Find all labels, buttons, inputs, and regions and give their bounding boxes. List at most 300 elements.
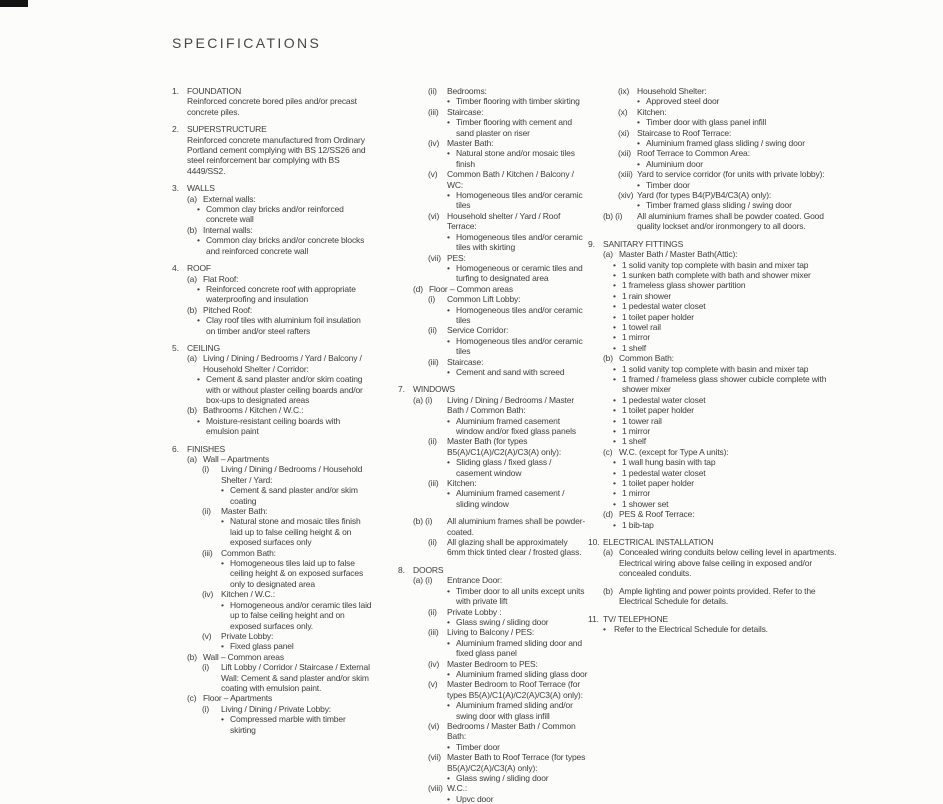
line-text: Aluminium framed sliding glass door	[456, 668, 588, 679]
line-text: PES & Roof Terrace:	[619, 509, 695, 520]
line-text: 1 framed / frameless glass shower cubicle complete with shower mixer	[622, 373, 827, 395]
spec-line	[588, 332, 840, 342]
bullet-icon: •	[613, 301, 616, 312]
spec-line	[398, 325, 588, 335]
line-text: 1 toilet paper holder	[622, 405, 694, 416]
spec-line	[398, 263, 588, 284]
line-text: Household shelter / Yard / Roof Terrace:	[447, 210, 561, 232]
line-label: (iii)	[428, 106, 439, 117]
spec-line	[172, 135, 372, 177]
line-text: Homogeneous tiles and/or ceramic tiles	[456, 190, 583, 211]
bullet-icon: •	[447, 366, 450, 377]
line-label: (c)	[603, 446, 613, 457]
line-text: Upvc door	[456, 793, 494, 804]
bullet-icon: •	[197, 204, 200, 215]
bullet-icon: •	[197, 415, 200, 426]
bullet-icon: •	[221, 599, 224, 610]
spec-line	[398, 488, 588, 509]
line-text: All aluminium frames shall be powder coated. Good quality lockset and/or ironmongery to all doors.	[637, 210, 824, 232]
spec-line	[172, 693, 372, 703]
line-text: Master Bath:	[447, 138, 494, 149]
line-label: (iii)	[428, 627, 439, 638]
line-text: Master Bath:	[221, 506, 268, 517]
spec-line	[172, 235, 372, 256]
line-text: Private Lobby :	[447, 606, 502, 617]
line-text: Master Bedroom to Roof Terrace (for types B5(A)/C1(A)/C2(A)/C3(A) only):	[447, 679, 583, 700]
spec-line	[398, 783, 588, 793]
section-gap	[588, 232, 840, 239]
bullet-icon: •	[613, 415, 616, 426]
line-text: Homogeneous tiles and/or ceramic tiles	[456, 304, 583, 325]
line-label: (ii)	[428, 325, 437, 336]
spec-line	[172, 652, 372, 662]
bullet-icon: •	[637, 96, 640, 107]
section-heading	[588, 614, 840, 624]
line-label: (d)	[413, 283, 423, 294]
spec-line	[172, 374, 372, 405]
line-label: (xiii)	[618, 169, 633, 180]
spec-line	[172, 305, 372, 315]
spec-line	[588, 86, 840, 96]
spec-line	[398, 357, 588, 367]
line-text: Common Bath / Kitchen / Balcony / WC:	[447, 169, 574, 190]
line-text: Aluminium framed casement / sliding window	[456, 488, 565, 509]
line-text: 1 tower rail	[622, 415, 662, 426]
line-text: Living to Balcony / PES:	[447, 627, 535, 638]
line-label: (a)	[187, 454, 197, 464]
bullet-icon: •	[447, 585, 450, 596]
spec-column-left	[172, 86, 372, 735]
line-label: (ii)	[428, 537, 437, 548]
spec-line	[398, 794, 588, 804]
spec-column-middle	[398, 86, 588, 804]
section-heading	[398, 565, 588, 575]
line-text: Refer to the Electrical Schedule for details.	[614, 623, 768, 634]
spec-line	[398, 86, 588, 96]
line-text: Cement & sand plaster and/or skim coating with or without plaster ceiling boards and/or box-ups to designated areas	[206, 374, 363, 405]
bullet-icon: •	[613, 405, 616, 416]
bullet-icon: •	[447, 148, 450, 159]
bullet-icon: •	[637, 158, 640, 169]
bullet-icon: •	[447, 335, 450, 346]
section-gap	[172, 336, 372, 343]
spec-line	[588, 249, 840, 259]
spec-line	[172, 464, 372, 485]
bullet-icon: •	[613, 498, 616, 509]
spec-line	[172, 405, 372, 415]
line-text: Master Bath / Master Bath(Attic):	[619, 249, 738, 260]
line-label: (xii)	[618, 148, 631, 159]
line-text: Yard to service corridor (for units with private lobby):	[637, 169, 825, 180]
bullet-icon: •	[613, 436, 616, 447]
bullet-icon: •	[447, 668, 450, 679]
line-label: (v)	[428, 169, 438, 180]
bullet-icon: •	[197, 235, 200, 246]
line-text: Aluminium framed casement window and/or fixed glass panels	[456, 415, 576, 436]
line-label: (i)	[428, 294, 436, 305]
line-label: (v)	[428, 679, 438, 690]
spec-line	[398, 773, 588, 783]
line-label: (a)	[603, 249, 613, 260]
line-text: Reinforced concrete manufactured from Ordinary Portland cement complying with BS 12/SS26 and steel reinforcement bar complying with BS 4449/SS2.	[187, 134, 366, 176]
spec-line	[172, 704, 372, 714]
spec-line	[172, 274, 372, 284]
spec-line	[588, 624, 840, 634]
spec-line	[172, 600, 372, 631]
line-text: 1 solid vanity top complete with basin and mixer tap	[622, 259, 809, 270]
line-text: Natural stone and/or mosaic tiles finish	[456, 148, 575, 169]
section-gap	[588, 579, 840, 586]
spec-line	[398, 96, 588, 106]
line-text: Pitched Roof:	[203, 304, 253, 315]
line-text: Master Bedroom to PES:	[447, 658, 538, 669]
line-text: Floor – Common areas	[429, 283, 513, 294]
line-text: Reinforced concrete bored piles and/or precast concrete piles.	[187, 96, 357, 117]
bullet-icon: •	[197, 374, 200, 385]
line-label: (b)	[187, 304, 197, 315]
line-text: Internal walls:	[203, 224, 253, 235]
spec-line	[398, 700, 588, 721]
line-text: 1 pedestal water closet	[622, 394, 706, 405]
bullet-icon: •	[613, 269, 616, 280]
line-text: Homogeneous and/or ceramic tiles laid up to false ceiling height and on exposed surfaces only.	[230, 599, 372, 631]
section-gap	[588, 607, 840, 614]
line-text: 1 frameless glass shower partition	[622, 280, 746, 291]
spec-line	[398, 679, 588, 700]
section-heading	[172, 343, 372, 353]
line-label: 3.	[172, 183, 179, 194]
spec-line	[398, 190, 588, 211]
line-text: 1 shower set	[622, 498, 669, 509]
line-label: (iii)	[428, 478, 439, 489]
bullet-icon: •	[637, 117, 640, 128]
line-text: W.C.:	[447, 783, 468, 794]
line-label: (i)	[202, 703, 210, 714]
spec-line	[588, 405, 840, 415]
bullet-icon: •	[613, 457, 616, 468]
line-text: Cement and sand with screed	[456, 366, 565, 377]
line-label: 4.	[172, 263, 179, 274]
line-text: Yard (for types B4(P)/B4/C3(A) only):	[637, 190, 772, 201]
bullet-icon: •	[221, 558, 224, 569]
line-label: (vii)	[428, 252, 441, 263]
bullet-icon: •	[637, 200, 640, 211]
spec-line	[172, 454, 372, 464]
line-label: 9.	[588, 238, 595, 249]
line-label: (v)	[202, 630, 212, 641]
line-text: 1 mirror	[622, 332, 651, 343]
line-label: 2.	[172, 124, 179, 135]
spec-line	[588, 148, 840, 158]
line-text: Aluminium door	[646, 158, 703, 169]
line-text: Timber door with glass panel infill	[646, 117, 767, 128]
line-label: (ii)	[428, 606, 437, 617]
spec-line	[588, 509, 840, 519]
spec-line	[588, 169, 840, 179]
line-text: 1 shelf	[622, 342, 646, 353]
bullet-icon: •	[613, 321, 616, 332]
line-text: 1 sunken bath complete with bath and shower mixer	[622, 269, 811, 280]
bullet-icon: •	[447, 231, 450, 242]
line-label: (a)	[187, 193, 197, 204]
section-gap	[172, 437, 372, 444]
line-label: (vi)	[428, 210, 440, 221]
line-text: Common Bath:	[221, 547, 276, 558]
section-heading	[588, 537, 840, 547]
line-text: Concealed wiring conduits below ceiling level in apartments. Electrical wiring above false ceiling in exposed and/or concealed conduits.	[619, 547, 837, 579]
spec-line	[398, 138, 588, 148]
line-text: Aluminium framed sliding and/or swing door with glass infill	[456, 700, 573, 721]
bullet-icon: •	[447, 637, 450, 648]
spec-line	[172, 662, 372, 693]
line-text: Living / Dining / Private Lobby:	[221, 703, 332, 714]
line-text: Fixed glass panel	[230, 641, 294, 652]
bullet-icon: •	[613, 467, 616, 478]
spec-line	[398, 537, 588, 558]
line-text: 1 shelf	[622, 436, 646, 447]
bullet-icon: •	[447, 117, 450, 128]
spec-line	[398, 284, 588, 294]
line-text: CEILING	[187, 342, 220, 353]
line-text: Bedrooms:	[447, 86, 487, 96]
bullet-icon: •	[637, 138, 640, 149]
spec-line	[588, 499, 840, 509]
spec-line	[172, 516, 372, 547]
spec-line	[588, 190, 840, 200]
line-text: Kitchen / W.C.:	[221, 589, 275, 600]
line-text: Timber flooring with cement and sand plaster on riser	[456, 117, 572, 138]
line-label: (ii)	[428, 86, 437, 96]
line-label: (xi)	[618, 127, 630, 138]
spec-line	[398, 752, 588, 773]
line-text: Moisture-resistant ceiling boards with emulsion paint	[206, 415, 341, 437]
bullet-icon: •	[197, 283, 200, 294]
spec-line	[172, 506, 372, 516]
spec-line	[398, 395, 588, 416]
bullet-icon: •	[447, 616, 450, 627]
line-text: Ample lighting and power points provided. Refer to the Electrical Schedule for details.	[619, 585, 816, 607]
line-text: Living / Dining / Bedrooms / Yard / Balcony / Household Shelter / Corridor:	[203, 353, 362, 374]
line-text: Aluminium framed glass sliding / swing door	[646, 138, 805, 149]
line-label: (vii)	[428, 752, 441, 763]
spec-line	[588, 312, 840, 322]
line-label: (vi)	[428, 720, 440, 731]
section-gap	[398, 558, 588, 565]
spec-line	[588, 138, 840, 148]
spec-line	[398, 232, 588, 253]
spec-line	[398, 436, 588, 457]
line-text: Homogeneous tiles laid up to false ceiling height & on exposed surfaces only to designated area	[230, 558, 364, 589]
line-text: 1 mirror	[622, 426, 651, 436]
line-label: (b) (i)	[413, 516, 433, 527]
spec-line	[398, 336, 588, 357]
spec-line	[588, 395, 840, 405]
spec-line	[398, 659, 588, 669]
line-label: (viii)	[428, 783, 443, 794]
line-text: Approved steel door	[646, 96, 720, 107]
spec-line	[588, 353, 840, 363]
bullet-icon: •	[637, 179, 640, 190]
line-text: Living / Dining / Bedrooms / Household Shelter / Yard:	[221, 464, 363, 485]
line-label: (ii)	[428, 436, 437, 447]
spec-line	[172, 353, 372, 374]
bullet-icon: •	[613, 394, 616, 405]
bullet-icon: •	[603, 623, 606, 634]
spec-line	[398, 169, 588, 190]
spec-line	[172, 96, 372, 117]
section-heading	[172, 183, 372, 193]
line-text: Timber door to all units except units with private lift	[456, 585, 585, 607]
spec-line	[172, 631, 372, 641]
line-label: (d)	[603, 509, 613, 520]
line-label: (xiv)	[618, 190, 634, 201]
spec-line	[398, 294, 588, 304]
spec-line	[172, 589, 372, 599]
line-text: Common Lift Lobby:	[447, 294, 521, 305]
line-text: Private Lobby:	[221, 630, 274, 641]
line-text: WINDOWS	[413, 384, 455, 395]
line-label: 6.	[172, 443, 179, 454]
spec-line	[588, 416, 840, 426]
line-label: (a) (i)	[413, 394, 433, 405]
bullet-icon: •	[447, 190, 450, 201]
line-text: 1 rain shower	[622, 290, 672, 301]
spec-line	[588, 374, 840, 395]
line-text: Timber door	[456, 741, 500, 752]
bullet-icon: •	[447, 415, 450, 426]
section-heading	[172, 263, 372, 273]
line-text: Master Bath (for types B5(A)/C1(A)/C2(A)/C3(A) only):	[447, 436, 562, 457]
line-text: FINISHES	[187, 443, 226, 454]
line-text: Homogeneous tiles and/or ceramic tiles with skirting	[456, 231, 583, 253]
spec-line	[398, 211, 588, 232]
line-text: DOORS	[413, 564, 444, 575]
line-text: Bedrooms / Master Bath / Common Bath:	[447, 720, 576, 742]
bullet-icon: •	[447, 741, 450, 752]
bullet-icon: •	[613, 373, 616, 384]
spec-line	[588, 260, 840, 270]
spec-line	[398, 669, 588, 679]
line-text: WALLS	[187, 183, 215, 194]
page-title: SPECIFICATIONS	[172, 35, 322, 51]
section-gap	[398, 509, 588, 516]
spec-line	[172, 315, 372, 336]
bullet-icon: •	[221, 485, 224, 496]
spec-line	[398, 148, 588, 169]
line-text: Reinforced concrete roof with appropriate waterproofing and insulation	[206, 283, 356, 305]
spec-line	[398, 742, 588, 752]
bullet-icon: •	[447, 488, 450, 499]
line-label: (iv)	[202, 589, 214, 600]
spec-line	[398, 638, 588, 659]
spec-line	[588, 117, 840, 127]
line-text: Natural stone and mosaic tiles finish laid up to false ceiling height & on exposed surfaces only	[230, 516, 361, 548]
spec-line	[398, 253, 588, 263]
section-gap	[172, 256, 372, 263]
line-text: Aluminium framed sliding door and fixed glass panel	[456, 637, 582, 659]
spec-line	[588, 447, 840, 457]
spec-line	[588, 468, 840, 478]
section-gap	[588, 530, 840, 537]
line-label: (a)	[187, 353, 197, 364]
line-text: Common clay bricks and/or concrete blocks and reinforced concrete wall	[206, 235, 365, 256]
spec-line	[398, 478, 588, 488]
line-label: 11.	[588, 613, 599, 624]
line-text: Household Shelter:	[637, 86, 707, 96]
line-label: (c)	[187, 693, 197, 704]
spec-line	[398, 305, 588, 326]
spec-line	[398, 117, 588, 138]
section-heading	[172, 86, 372, 96]
line-label: 5.	[172, 342, 179, 353]
line-text: Living / Dining / Bedrooms / Master Bath / Common Bath:	[447, 394, 575, 416]
bullet-icon: •	[613, 363, 616, 374]
spec-line	[588, 520, 840, 530]
spec-line	[588, 128, 840, 138]
bullet-icon: •	[613, 519, 616, 530]
spec-line	[172, 548, 372, 558]
spec-line	[588, 280, 840, 290]
line-label: (b) (i)	[603, 210, 623, 221]
line-text: 1 towel rail	[622, 321, 661, 332]
line-text: Floor – Apartments	[203, 693, 273, 704]
line-text: TV/ TELEPHONE	[603, 613, 668, 624]
line-label: (iv)	[428, 658, 440, 669]
line-text: All glazing shall be approximately 6mm thick tinted clear / frosted glass.	[447, 537, 582, 558]
line-text: Master Bath to Roof Terrace (for types B5(A)/C2(A)/C3(A) only):	[447, 752, 586, 773]
spec-line	[398, 721, 588, 742]
bullet-icon: •	[197, 315, 200, 326]
spec-line	[588, 291, 840, 301]
bullet-icon: •	[221, 714, 224, 725]
line-label: (b)	[603, 353, 613, 364]
line-text: 1 pedestal water closet	[622, 301, 706, 312]
line-text: Glass swing / sliding door	[456, 773, 549, 783]
line-label: (b)	[603, 585, 613, 596]
bullet-icon: •	[447, 793, 450, 804]
spec-line	[172, 284, 372, 305]
spec-line	[588, 457, 840, 467]
line-text: Sliding glass / fixed glass / casement window	[456, 457, 552, 478]
bullet-icon: •	[447, 96, 450, 107]
spec-line	[588, 301, 840, 311]
spec-line	[172, 225, 372, 235]
line-text: SANITARY FITTINGS	[603, 238, 684, 249]
line-label: (i)	[202, 464, 210, 475]
spec-line	[588, 107, 840, 117]
spec-line	[398, 516, 588, 537]
bullet-icon: •	[447, 773, 450, 783]
line-text: FOUNDATION	[187, 86, 242, 96]
line-text: 1 pedestal water closet	[622, 467, 706, 478]
line-label: (iv)	[428, 138, 440, 149]
line-label: 10.	[588, 537, 600, 548]
bullet-icon: •	[447, 304, 450, 315]
spec-line	[172, 416, 372, 437]
line-text: Homogeneous tiles and/or ceramic tiles	[456, 335, 583, 357]
line-text: Clay roof tiles with aluminium foil insulation on timber and/or steel rafters	[206, 315, 361, 336]
line-text: Wall – Common areas	[203, 651, 284, 662]
line-label: 7.	[398, 384, 405, 395]
line-text: Staircase:	[447, 356, 484, 367]
bullet-icon: •	[221, 641, 224, 652]
line-text: W.C. (except for Type A units):	[619, 446, 729, 457]
line-text: Roof Terrace to Common Area:	[637, 148, 750, 159]
bullet-icon: •	[613, 280, 616, 291]
line-text: Common clay bricks and/or reinforced concrete wall	[206, 204, 344, 225]
line-text: 1 mirror	[622, 488, 651, 499]
spec-line	[172, 194, 372, 204]
